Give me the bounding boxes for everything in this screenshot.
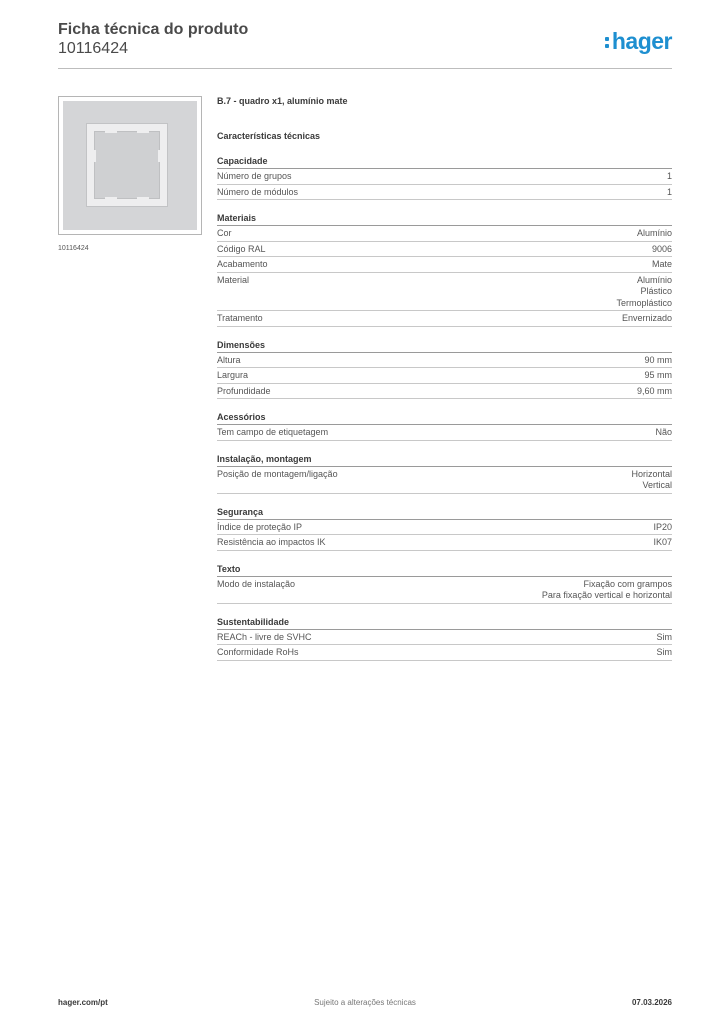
spec-row [217,520,672,536]
section-title: Capacidade [217,156,672,169]
spec-value-line: 9,60 mm [636,385,672,396]
spec-value [644,355,672,367]
spec-row [217,273,672,312]
spec-value [652,244,672,256]
spec-value [644,370,672,382]
spec-value [655,427,672,439]
spec-label: Profundidade [217,385,271,396]
product-id: 10116424 [58,40,128,57]
spec-row [217,535,672,551]
product-image [58,96,202,235]
section-title: Instalação, montagem [217,454,672,467]
frame-notch [105,197,117,203]
frame-notch [105,127,117,133]
spec-value [637,386,672,398]
spec-value-line: Não [655,427,672,437]
section-title: Segurança [217,507,672,520]
spec-value [616,275,672,310]
product-details [217,95,672,661]
spec-value-line: 90 mm [644,354,672,365]
spec-label: Largura [217,370,249,380]
logo-text: hager [611,28,672,54]
spec-label: Modo de instalação [217,578,296,589]
spec-row [217,384,672,400]
spec-label: Número de grupos [217,171,292,181]
spec-value-line: Alumínio [636,228,672,238]
spec-value-line: Envernizado [621,313,672,323]
spec-row [217,630,672,646]
spec-section [217,617,672,661]
spec-value [657,647,673,659]
spec-value-line: IK07 [653,537,672,547]
spec-value [637,228,672,240]
spec-value-line: IP20 [653,521,672,532]
footer-website[interactable]: hager.com/pt [58,998,108,1007]
spec-value-line: 1 [666,186,672,197]
spec-section [217,564,672,604]
spec-section [217,507,672,551]
spec-label: Tratamento [217,313,263,323]
spec-row [217,169,672,185]
spec-row [217,185,672,201]
spec-row [217,467,672,494]
spec-sections [217,156,672,661]
section-title: Dimensões [217,340,672,353]
spec-section [217,412,672,441]
spec-value-line: Sim [656,647,672,657]
spec-label: Altura [217,354,241,365]
product-name: B.7 - quadro x1, alumínio mate [217,96,348,106]
spec-value-line: 9006 [651,243,672,254]
spec-row [217,242,672,258]
spec-label: Posição de montagem/ligação [217,468,338,479]
spec-label: Acabamento [217,259,268,269]
spec-row [217,226,672,242]
spec-label: Cor [217,228,232,238]
spec-row [217,368,672,384]
spec-section [217,454,672,494]
spec-value [667,187,672,199]
spec-value-line: Termoplástico [616,297,672,308]
section-title: Acessórios [217,412,672,425]
spec-row [217,577,672,604]
spec-section [217,156,672,200]
spec-label: Resistência ao impactos IK [217,537,326,547]
page-header [58,20,672,70]
frame-window [94,131,160,199]
spec-row [217,257,672,273]
spec-value-line: Alumínio [636,274,672,285]
frame-notch [158,150,164,162]
spec-value [542,579,672,602]
spec-row [217,425,672,441]
image-caption: 10116424 [58,245,89,252]
spec-value-line: Horizontal [631,468,672,479]
spec-value-line: Sim [656,631,672,642]
frame-plate [86,123,168,207]
hager-logo [605,28,672,54]
frame-notch [137,197,149,203]
spec-value [652,259,672,271]
spec-value [653,537,672,549]
spec-label: Índice de proteção IP [217,521,303,532]
header-divider [58,68,672,69]
spec-section [217,213,672,327]
spec-value-line: Mate [651,259,672,269]
frame-notch [137,127,149,133]
spec-row [217,645,672,661]
spec-value [653,522,672,534]
spec-value [657,632,673,644]
spec-value-line: 1 [666,171,672,181]
section-title: Texto [217,564,672,577]
technical-characteristics-heading: Características técnicas [217,131,321,141]
footer-disclaimer: Sujeito a alterações técnicas [314,998,416,1007]
spec-value-line: Plástico [640,286,672,296]
logo-dots-icon [605,34,611,50]
section-title: Materiais [217,213,672,226]
spec-value-line: Para fixação vertical e horizontal [541,590,672,600]
spec-value [631,469,672,492]
document-title: Ficha técnica do produto [58,21,249,38]
spec-label: Material [217,274,250,285]
spec-value-line: Vertical [642,480,672,490]
spec-value [667,171,672,183]
spec-label: Conformidade RoHs [217,647,299,657]
spec-section [217,340,672,400]
spec-label: REACh - livre de SVHC [217,631,312,642]
footer-date: 07.03.2026 [631,998,672,1007]
spec-label: Número de módulos [217,186,299,197]
section-title: Sustentabilidade [217,617,672,630]
product-photo-background [63,101,197,230]
spec-label: Tem campo de etiquetagem [217,427,329,437]
spec-value-line: 95 mm [644,370,672,380]
spec-label: Código RAL [217,243,266,254]
spec-row [217,311,672,327]
spec-value [622,313,672,325]
spec-value-line: Fixação com grampos [583,578,672,589]
spec-row [217,353,672,369]
frame-notch [90,150,96,162]
